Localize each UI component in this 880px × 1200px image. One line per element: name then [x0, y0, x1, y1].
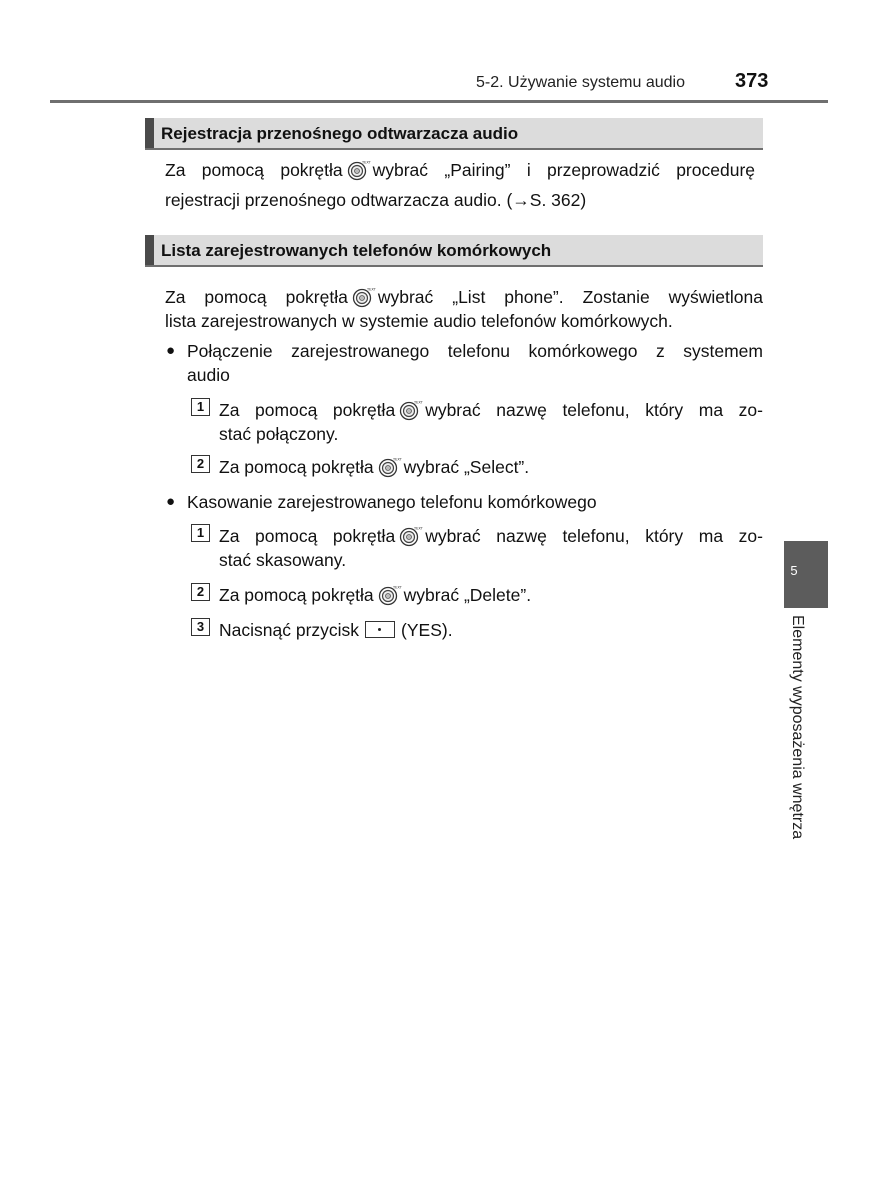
dot-button-icon — [365, 621, 395, 638]
step-text: stać skasowany. — [219, 550, 347, 570]
step-text: Za pomocą pokrętła TEXT wybrać nazwę telefonu, który ma zo- — [219, 400, 763, 420]
tune-knob-icon — [378, 456, 400, 478]
tune-knob-icon — [347, 159, 369, 181]
step-number: 1 — [191, 398, 210, 416]
step-text: Za pomocą pokrętła TEXT wybrać „Select”. — [219, 457, 530, 477]
tune-knob-icon — [399, 525, 424, 547]
chapter-number: 5 — [790, 563, 798, 578]
heading-accent-bar — [145, 118, 154, 148]
tune-knob-icon — [378, 584, 400, 606]
section-heading-phone-list — [145, 235, 763, 267]
bullet-icon: ● — [166, 342, 176, 359]
bullet-text: Połączenie zarejestrowanego telefonu komórkowego z systemem — [187, 341, 763, 361]
paragraph-line: Za pomocą pokrętła TEXT wybrać „List phone”. Zostanie wyświetlona — [165, 287, 763, 307]
tune-knob-icon — [399, 399, 424, 421]
step-text: Nacisnąć przycisk (YES). — [219, 620, 453, 640]
svg-text:TEXT: TEXT — [414, 400, 424, 405]
bullet-text: Kasowanie zarejestrowanego telefonu komórkowego — [187, 492, 597, 512]
step-text: Za pomocą pokrętła TEXT wybrać nazwę telefonu, który ma zo- — [219, 526, 763, 546]
svg-text:TEXT: TEXT — [366, 287, 376, 292]
tune-knob-icon — [352, 286, 374, 308]
step-text: stać połączony. — [219, 424, 339, 444]
svg-text:TEXT: TEXT — [392, 585, 402, 590]
section-title: Lista zarejestrowanych telefonów komórkowych — [161, 241, 552, 260]
bullet-icon: ● — [166, 493, 176, 510]
page-number: 373 — [735, 70, 769, 92]
step-number: 1 — [191, 524, 210, 542]
heading-accent-bar — [145, 235, 154, 265]
header-divider — [50, 100, 828, 103]
bullet-text: audio — [187, 365, 230, 385]
step-number: 3 — [191, 618, 210, 636]
chapter-tab — [784, 541, 828, 608]
step-text: Za pomocą pokrętła TEXT wybrać „Delete”. — [219, 585, 532, 605]
svg-text:TEXT: TEXT — [392, 457, 402, 462]
paragraph-line: Za pomocą pokrętła TEXT wybrać „Pairing” i przeprowadzić procedurę — [165, 160, 755, 180]
chapter-title: Elementy wyposażenia wnętrza — [789, 615, 806, 840]
paragraph-line: lista zarejestrowanych w systemie audio telefonów komórkowych. — [165, 311, 673, 331]
svg-text:TEXT: TEXT — [361, 160, 371, 165]
svg-text:TEXT: TEXT — [414, 526, 424, 531]
section-heading-pairing — [145, 118, 763, 150]
step-number: 2 — [191, 455, 210, 473]
paragraph-line: rejestracji przenośnego odtwarzacza audio. (→S. 362) — [165, 190, 587, 210]
section-title: Rejestracja przenośnego odtwarzacza audio — [161, 124, 519, 143]
running-header: 5-2. Używanie systemu audio — [476, 74, 685, 91]
step-number: 2 — [191, 583, 210, 601]
